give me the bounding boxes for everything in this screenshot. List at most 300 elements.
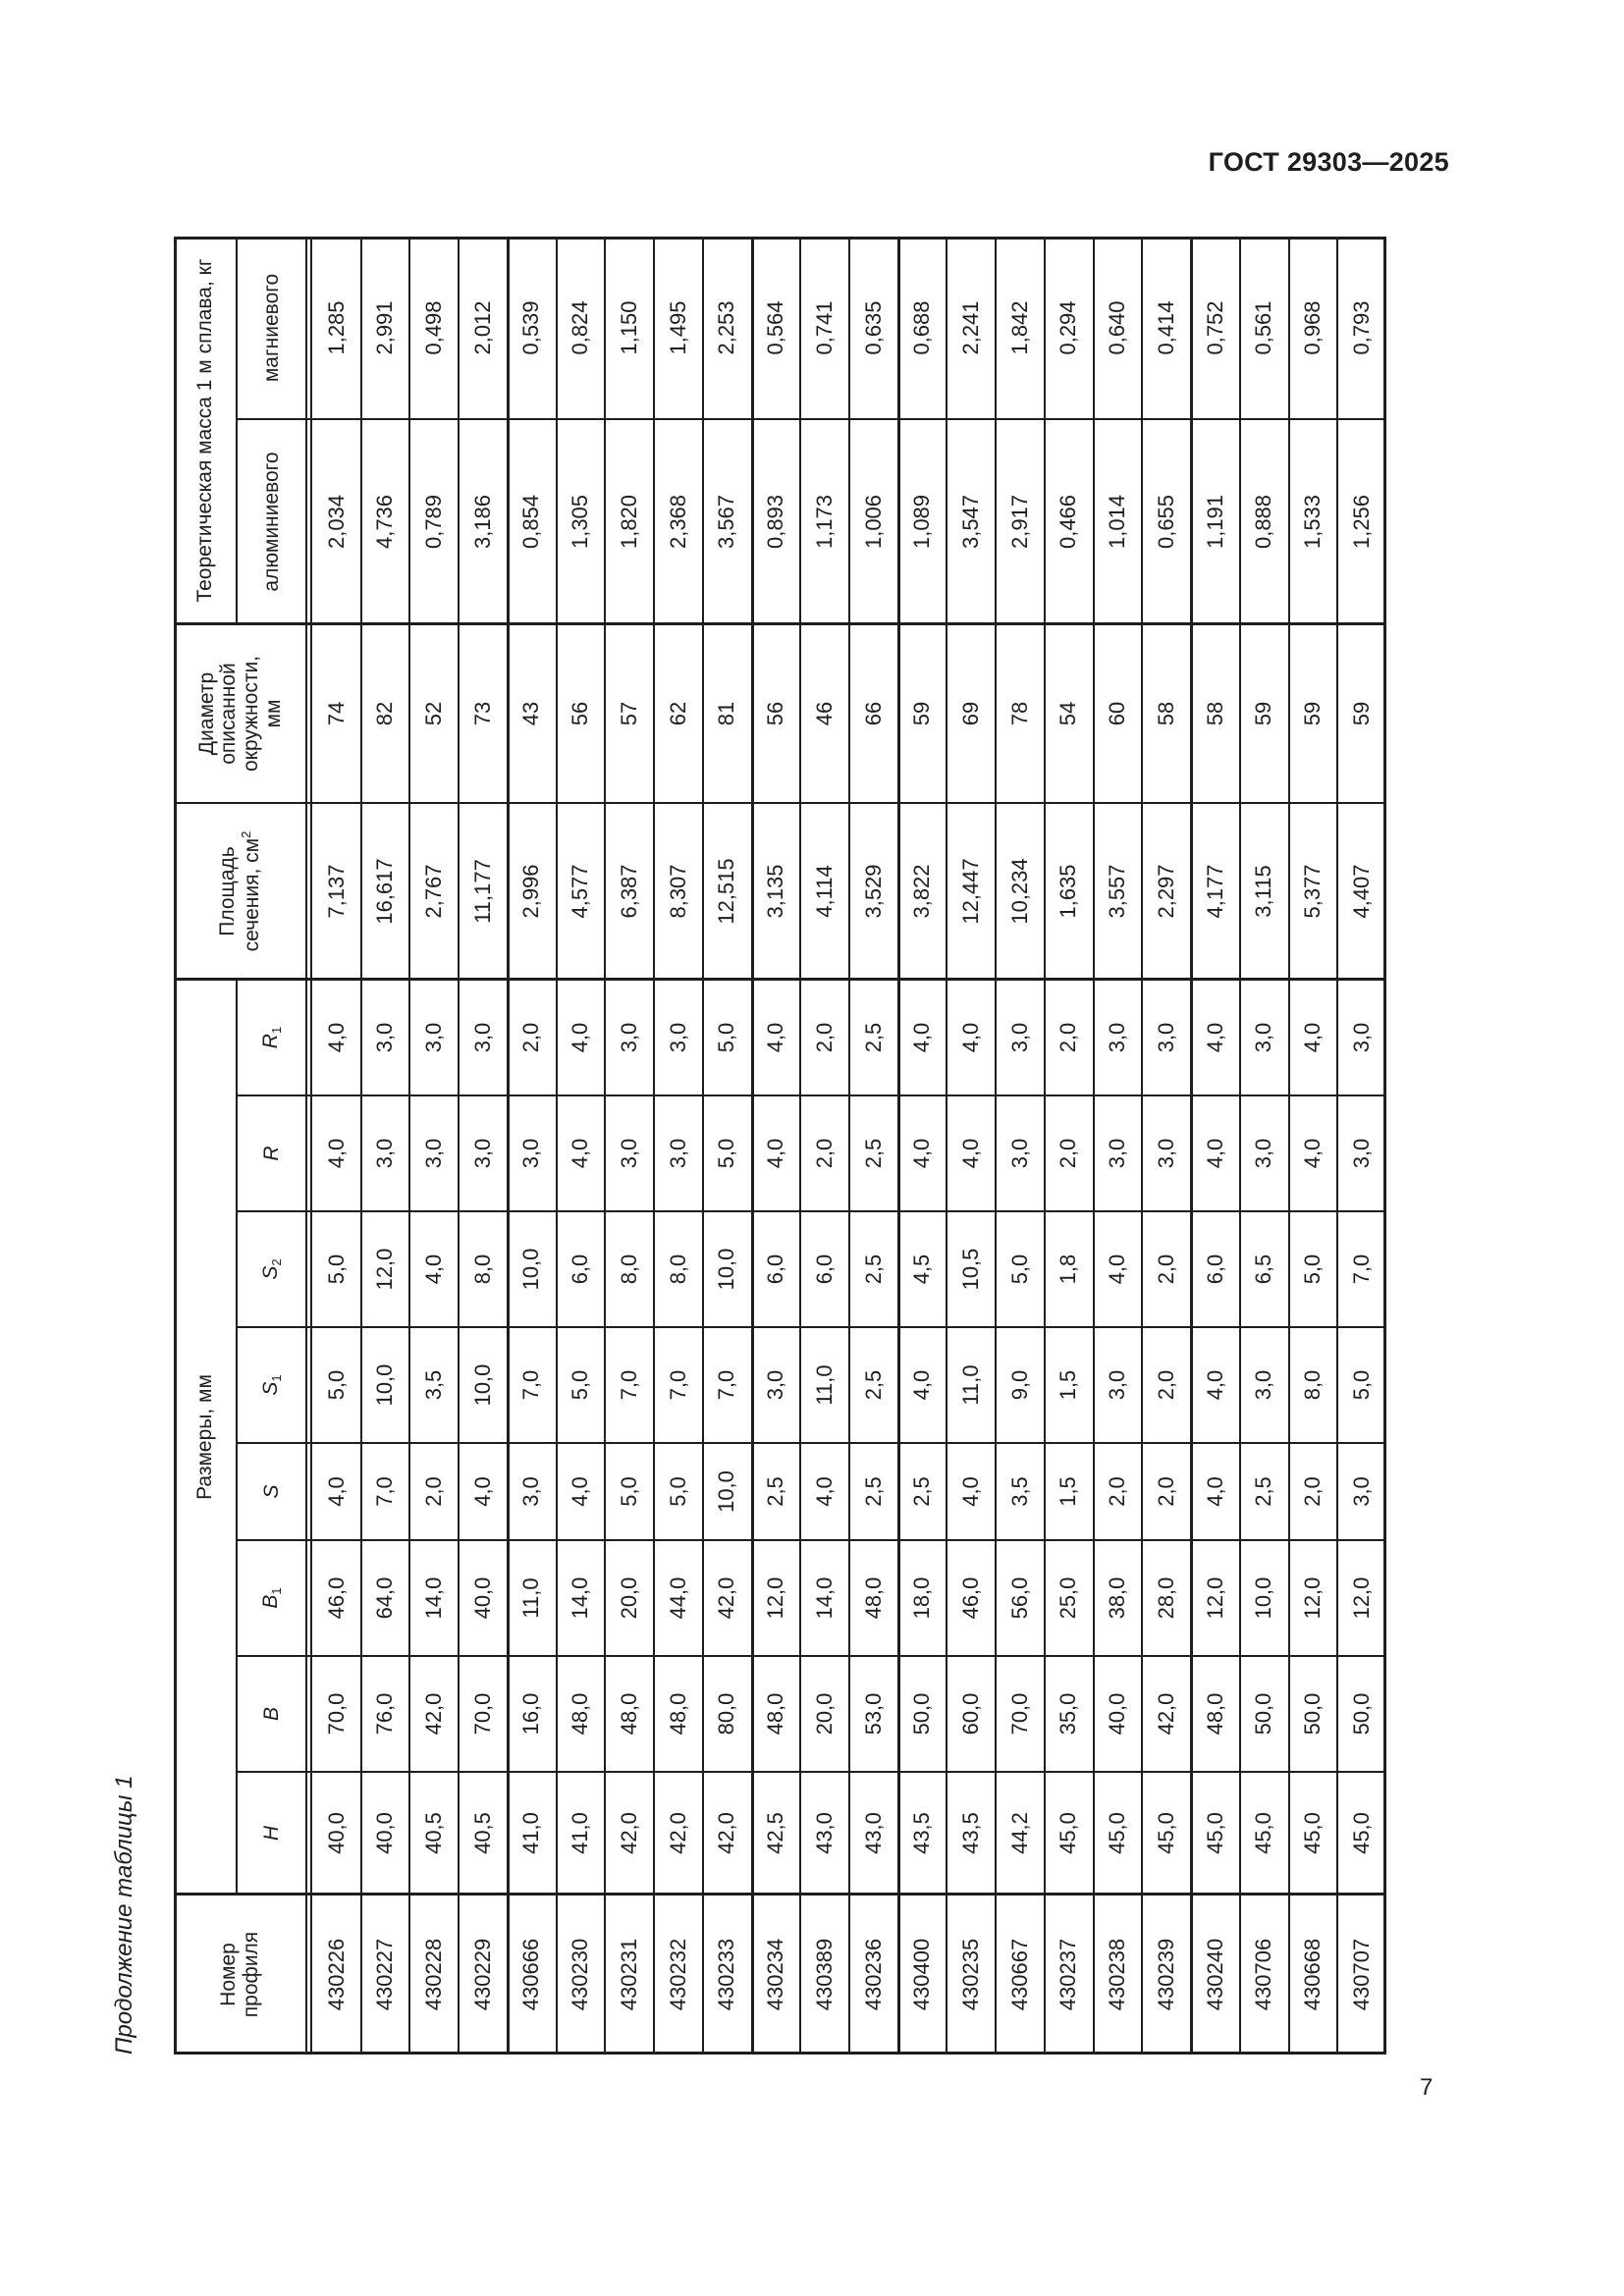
cell-B: 48,0: [763, 1692, 788, 1735]
cell-profile: 430226: [323, 1938, 349, 2011]
cell-B: 53,0: [860, 1692, 886, 1735]
header-area-text: Площадь сечения, см: [216, 837, 263, 952]
cell-mass_mg: 0,498: [421, 300, 446, 355]
cell-mass_mg: 1,285: [323, 300, 349, 355]
header-mass-group: [174, 237, 237, 624]
header-magnesium-text: магниевого: [259, 273, 283, 383]
cell-R1: 4,0: [958, 1022, 983, 1053]
cell-R: 4,0: [909, 1138, 935, 1169]
cell-R1: 3,0: [1105, 1022, 1130, 1053]
cell-R1: 4,0: [1202, 1022, 1227, 1053]
cell-R: 3,0: [469, 1138, 495, 1169]
cell-R1: 2,0: [811, 1022, 837, 1053]
cell-S1: 3,0: [1105, 1369, 1130, 1401]
cell-mass_mg: 1,150: [616, 300, 641, 355]
grid-line: [360, 237, 362, 2055]
cell-B: 48,0: [665, 1692, 690, 1735]
cell-diameter: 78: [1006, 701, 1032, 726]
header-B1-text: B: [258, 1594, 282, 1609]
header-area: [174, 803, 307, 980]
cell-mass_mg: 0,824: [568, 300, 593, 355]
header-diameter-text: Диаметр описанной окружности, мм: [194, 655, 285, 773]
cell-R1: 3,0: [372, 1022, 398, 1053]
cell-B1: 48,0: [860, 1576, 886, 1620]
cell-B: 50,0: [909, 1692, 935, 1735]
cell-B1: 18,0: [909, 1576, 935, 1620]
cell-S: 2,0: [1300, 1476, 1326, 1507]
cell-R1: 2,5: [860, 1022, 886, 1053]
cell-S2: 10,0: [714, 1248, 739, 1291]
header-H: [237, 1772, 307, 1895]
cell-H: 40,0: [323, 1812, 349, 1854]
cell-profile: 430240: [1202, 1938, 1227, 2011]
grid-line: [604, 237, 606, 2055]
header-diameter: [174, 624, 307, 803]
cell-mass_al: 1,173: [811, 494, 837, 550]
cell-area: 3,529: [860, 864, 886, 919]
cell-mass_al: 0,466: [1056, 494, 1081, 550]
cell-area: 4,407: [1348, 864, 1374, 919]
cell-R: 3,0: [1105, 1138, 1130, 1169]
cell-diameter: 56: [763, 701, 788, 726]
cell-area: 4,114: [811, 865, 837, 918]
grid-line: [507, 237, 510, 2055]
header-S-text: S: [259, 1484, 283, 1499]
header-B-text: B: [259, 1707, 283, 1722]
cell-area: 6,387: [616, 864, 641, 919]
cell-mass_mg: 0,688: [909, 300, 935, 355]
grid-line: [174, 622, 1386, 625]
cell-mass_mg: 2,241: [958, 300, 983, 355]
cell-mass_mg: 0,640: [1105, 300, 1130, 355]
cell-S1: 7,0: [665, 1369, 690, 1401]
cell-profile: 430230: [568, 1938, 593, 2011]
cell-S: 4,0: [469, 1476, 495, 1507]
grid-line: [174, 2052, 1386, 2055]
cell-S: 1,5: [1056, 1476, 1081, 1507]
cell-H: 40,0: [372, 1812, 398, 1854]
cell-S1: 8,0: [1300, 1369, 1326, 1401]
cell-area: 3,822: [909, 864, 935, 919]
cell-mass_al: 0,854: [518, 494, 544, 550]
cell-H: 40,5: [421, 1812, 446, 1854]
cell-R1: 4,0: [1300, 1022, 1326, 1053]
cell-S1: 11,0: [958, 1364, 983, 1406]
table-caption: Продолжение таблицы 1: [111, 1775, 137, 2055]
cell-S1: 4,0: [909, 1369, 935, 1401]
cell-mass_al: 3,547: [958, 494, 983, 550]
cell-R1: 3,0: [665, 1022, 690, 1053]
cell-S1: 5,0: [323, 1369, 349, 1401]
cell-S2: 6,0: [763, 1254, 788, 1285]
cell-R1: 4,0: [568, 1022, 593, 1053]
cell-mass_al: 1,305: [568, 494, 593, 550]
cell-S2: 12,0: [372, 1248, 398, 1291]
grid-line: [702, 237, 704, 2055]
cell-S: 5,0: [616, 1476, 641, 1507]
cell-R1: 3,0: [616, 1022, 641, 1053]
header-profile-number-text: Номер профиля: [217, 1931, 262, 2018]
cell-mass_al: 1,256: [1348, 494, 1374, 550]
grid-line: [174, 802, 1386, 804]
cell-mass_al: 2,368: [665, 494, 690, 550]
cell-profile: 430706: [1251, 1938, 1276, 2011]
cell-diameter: 59: [1300, 701, 1326, 726]
header-R-text: R: [259, 1146, 283, 1161]
grid-line: [174, 978, 1386, 981]
cell-B1: 14,0: [421, 1576, 446, 1620]
cell-mass_mg: 1,495: [665, 300, 690, 355]
cell-B1: 20,0: [616, 1576, 641, 1620]
cell-S2: 8,0: [616, 1254, 641, 1285]
cell-profile: 430236: [860, 1938, 886, 2011]
cell-S2: 4,0: [421, 1254, 446, 1285]
cell-S1: 2,0: [1153, 1369, 1178, 1401]
cell-B1: 44,0: [665, 1576, 690, 1620]
cell-mass_al: 1,014: [1105, 494, 1130, 550]
cell-H: 45,0: [1056, 1812, 1081, 1854]
header-S: [237, 1443, 307, 1540]
cell-S: 2,5: [1251, 1476, 1276, 1507]
cell-mass_al: 0,655: [1153, 494, 1178, 550]
cell-mass_al: 1,006: [860, 494, 886, 550]
cell-S2: 2,5: [860, 1254, 886, 1285]
grid-line: [556, 237, 558, 2055]
cell-R1: 5,0: [714, 1022, 739, 1053]
cell-profile: 430666: [518, 1938, 544, 2011]
cell-B: 76,0: [372, 1692, 398, 1735]
cell-mass_mg: 0,414: [1153, 300, 1178, 355]
cell-mass_mg: 0,635: [860, 300, 886, 355]
cell-S1: 2,5: [860, 1369, 886, 1401]
cell-profile: 430389: [811, 1938, 837, 2011]
cell-area: 16,617: [372, 858, 398, 925]
grid-line: [1044, 237, 1046, 2055]
cell-diameter: 82: [372, 701, 398, 726]
cell-area: 10,234: [1006, 858, 1032, 925]
cell-H: 43,0: [860, 1812, 886, 1854]
cell-B: 42,0: [1153, 1692, 1178, 1735]
cell-profile: 430707: [1348, 1938, 1374, 2011]
cell-S2: 8,0: [665, 1254, 690, 1285]
cell-area: 11,177: [469, 859, 495, 924]
cell-S: 2,5: [860, 1476, 886, 1507]
cell-mass_mg: 0,741: [811, 300, 837, 355]
cell-S2: 1,8: [1056, 1254, 1081, 1285]
cell-S2: 6,0: [1202, 1254, 1227, 1285]
cell-S2: 6,5: [1251, 1254, 1276, 1285]
cell-mass_mg: 2,253: [714, 300, 739, 355]
cell-R1: 3,0: [469, 1022, 495, 1053]
grid-line: [174, 237, 1386, 240]
cell-S: 2,0: [1105, 1476, 1130, 1507]
cell-S1: 9,0: [1006, 1369, 1032, 1401]
cell-R1: 3,0: [1251, 1022, 1276, 1053]
standard-code: ГОСТ 29303—2025: [1208, 147, 1449, 177]
header-dimensions-group: [174, 980, 237, 1895]
cell-area: 1,635: [1056, 864, 1081, 919]
grid-line: [1093, 237, 1095, 2055]
cell-H: 42,5: [763, 1812, 788, 1854]
header-R1-sub: 1: [268, 1026, 284, 1035]
cell-R: 3,0: [1153, 1138, 1178, 1169]
cell-S2: 10,5: [958, 1248, 983, 1291]
grid-line: [897, 237, 900, 2055]
cell-mass_al: 1,089: [909, 494, 935, 550]
cell-S: 4,0: [811, 1476, 837, 1507]
cell-B: 48,0: [616, 1692, 641, 1735]
cell-R: 3,0: [1006, 1138, 1032, 1169]
header-R1-text: R: [258, 1034, 282, 1049]
cell-H: 44,2: [1006, 1812, 1032, 1854]
cell-R: 4,0: [323, 1138, 349, 1169]
cell-B1: 11,0: [518, 1577, 544, 1619]
cell-mass_al: 0,888: [1251, 494, 1276, 550]
cell-R: 2,0: [1056, 1138, 1081, 1169]
grid-line: [1239, 237, 1241, 2055]
cell-H: 45,0: [1251, 1812, 1276, 1854]
cell-S: 4,0: [568, 1476, 593, 1507]
header-S2: [237, 1211, 307, 1327]
cell-area: 3,557: [1105, 864, 1130, 919]
grid-line: [1141, 237, 1143, 2055]
cell-diameter: 73: [469, 701, 495, 726]
cell-area: 2,996: [518, 864, 544, 919]
cell-B1: 42,0: [714, 1576, 739, 1620]
grid-line: [305, 237, 307, 2055]
cell-S1: 4,0: [1202, 1369, 1227, 1401]
cell-R1: 3,0: [1153, 1022, 1178, 1053]
cell-profile: 430234: [763, 1938, 788, 2011]
cell-mass_al: 0,789: [421, 494, 446, 550]
cell-profile: 430239: [1153, 1938, 1178, 2011]
cell-area: 8,307: [665, 864, 690, 919]
cell-profile: 430233: [714, 1938, 739, 2011]
cell-mass_mg: 0,561: [1251, 300, 1276, 355]
cell-H: 42,0: [665, 1812, 690, 1854]
cell-R: 4,0: [763, 1138, 788, 1169]
cell-S1: 3,0: [1251, 1369, 1276, 1401]
cell-B1: 46,0: [958, 1576, 983, 1620]
cell-S: 4,0: [958, 1476, 983, 1507]
cell-B1: 10,0: [1251, 1576, 1276, 1620]
cell-R: 3,0: [1348, 1138, 1374, 1169]
cell-R: 3,0: [421, 1138, 446, 1169]
cell-S1: 7,0: [616, 1369, 641, 1401]
cell-area: 2,297: [1153, 864, 1178, 919]
cell-S1: 7,0: [714, 1369, 739, 1401]
cell-S2: 6,0: [568, 1254, 593, 1285]
cell-diameter: 56: [568, 701, 593, 726]
header-aluminium-text: алюминиевого: [259, 452, 283, 592]
cell-area: 3,115: [1251, 865, 1276, 918]
cell-B1: 12,0: [1348, 1576, 1374, 1620]
cell-B: 50,0: [1300, 1692, 1326, 1735]
cell-mass_al: 1,820: [616, 494, 641, 550]
cell-R1: 2,0: [1056, 1022, 1081, 1053]
cell-S: 4,0: [1202, 1476, 1227, 1507]
cell-H: 41,0: [568, 1812, 593, 1854]
cell-mass_al: 3,567: [714, 494, 739, 550]
header-R1: [237, 980, 307, 1095]
header-area-sup: 2: [239, 830, 253, 838]
cell-mass_al: 0,893: [763, 494, 788, 550]
cell-S: 2,5: [763, 1476, 788, 1507]
cell-H: 43,0: [811, 1812, 837, 1854]
cell-B: 50,0: [1348, 1692, 1374, 1735]
cell-H: 43,5: [958, 1812, 983, 1854]
grid-line: [310, 237, 312, 2055]
cell-S1: 3,5: [421, 1369, 446, 1401]
cell-B1: 64,0: [372, 1576, 398, 1620]
cell-R1: 4,0: [909, 1022, 935, 1053]
cell-R: 2,0: [811, 1138, 837, 1169]
cell-diameter: 59: [1348, 701, 1374, 726]
header-S1-sub: 1: [268, 1374, 284, 1382]
cell-S: 2,0: [421, 1476, 446, 1507]
cell-B: 70,0: [1006, 1692, 1032, 1735]
cell-B: 48,0: [568, 1692, 593, 1735]
cell-diameter: 46: [811, 701, 837, 726]
cell-S2: 5,0: [323, 1254, 349, 1285]
cell-S: 3,0: [1348, 1476, 1374, 1507]
cell-S: 2,5: [909, 1476, 935, 1507]
header-B1-sub: 1: [268, 1587, 284, 1595]
header-S1-text: S: [258, 1381, 282, 1396]
grid-line: [946, 237, 947, 2055]
cell-mass_mg: 0,752: [1202, 300, 1227, 355]
cell-R1: 3,0: [421, 1022, 446, 1053]
cell-B: 70,0: [469, 1692, 495, 1735]
cell-area: 3,135: [763, 864, 788, 919]
cell-R1: 2,0: [518, 1022, 544, 1053]
grid-line: [751, 237, 754, 2055]
page-number: 7: [1420, 2074, 1434, 2101]
cell-H: 45,0: [1153, 1812, 1178, 1854]
cell-B1: 28,0: [1153, 1576, 1178, 1620]
cell-S: 5,0: [665, 1476, 690, 1507]
cell-profile: 430400: [909, 1938, 935, 2011]
cell-diameter: 74: [323, 701, 349, 726]
cell-profile: 430235: [958, 1938, 983, 2011]
cell-R: 3,0: [372, 1138, 398, 1169]
cell-profile: 430237: [1056, 1938, 1081, 2011]
cell-mass_al: 1,533: [1300, 494, 1326, 550]
header-dimensions-text: Размеры, мм: [192, 1374, 216, 1500]
header-aluminium: [237, 419, 307, 624]
cell-S2: 8,0: [469, 1254, 495, 1285]
cell-S2: 5,0: [1300, 1254, 1326, 1285]
profiles-table: [174, 237, 1386, 2055]
cell-S2: 2,0: [1153, 1254, 1178, 1285]
cell-diameter: 52: [421, 701, 446, 726]
cell-diameter: 59: [909, 701, 935, 726]
cell-S1: 11,0: [811, 1364, 837, 1406]
cell-B1: 40,0: [469, 1576, 495, 1620]
cell-H: 45,0: [1348, 1812, 1374, 1854]
cell-H: 43,5: [909, 1812, 935, 1854]
grid-line: [236, 237, 238, 624]
cell-S: 3,5: [1006, 1476, 1032, 1507]
cell-S1: 7,0: [518, 1369, 544, 1401]
cell-S1: 3,0: [763, 1369, 788, 1401]
cell-mass_al: 4,736: [372, 494, 398, 550]
cell-area: 12,447: [958, 858, 983, 925]
cell-S: 7,0: [372, 1476, 398, 1507]
cell-R: 2,5: [860, 1138, 886, 1169]
header-B: [237, 1656, 307, 1772]
cell-B: 48,0: [1202, 1692, 1227, 1735]
cell-R: 3,0: [1251, 1138, 1276, 1169]
cell-S: 3,0: [518, 1476, 544, 1507]
grid-line: [174, 1893, 1386, 1896]
cell-mass_mg: 0,564: [763, 300, 788, 355]
cell-B: 80,0: [714, 1692, 739, 1735]
cell-S2: 5,0: [1006, 1254, 1032, 1285]
cell-mass_al: 2,034: [323, 494, 349, 550]
cell-H: 41,0: [518, 1812, 544, 1854]
cell-B: 20,0: [811, 1692, 837, 1735]
cell-S1: 1,5: [1056, 1369, 1081, 1401]
cell-B: 70,0: [323, 1692, 349, 1735]
grid-line: [1190, 237, 1193, 2055]
grid-line: [458, 237, 460, 2055]
cell-R1: 4,0: [323, 1022, 349, 1053]
cell-diameter: 69: [958, 701, 983, 726]
grid-line: [236, 980, 238, 1895]
cell-area: 4,177: [1202, 864, 1227, 919]
cell-B: 50,0: [1251, 1692, 1276, 1735]
cell-B: 42,0: [421, 1692, 446, 1735]
cell-S1: 5,0: [568, 1369, 593, 1401]
cell-area: 12,515: [714, 858, 739, 925]
cell-diameter: 58: [1153, 701, 1178, 726]
cell-R: 5,0: [714, 1138, 739, 1169]
cell-S1: 5,0: [1348, 1369, 1374, 1401]
cell-profile: 430227: [372, 1938, 398, 2011]
header-R: [237, 1095, 307, 1211]
cell-profile: 430229: [469, 1938, 495, 2011]
cell-area: 7,137: [323, 864, 349, 919]
header-S2-sub: 2: [268, 1258, 284, 1266]
cell-diameter: 54: [1056, 701, 1081, 726]
cell-S2: 6,0: [811, 1254, 837, 1285]
grid-line: [1288, 237, 1290, 2055]
cell-B1: 12,0: [1300, 1576, 1326, 1620]
cell-profile: 430231: [616, 1938, 641, 2011]
cell-R: 4,0: [568, 1138, 593, 1169]
cell-diameter: 60: [1105, 701, 1130, 726]
cell-mass_mg: 0,968: [1300, 300, 1326, 355]
cell-B1: 14,0: [568, 1576, 593, 1620]
cell-R: 4,0: [958, 1138, 983, 1169]
grid-line: [995, 237, 997, 2055]
cell-R: 4,0: [1300, 1138, 1326, 1169]
cell-S2: 4,0: [1105, 1254, 1130, 1285]
cell-S1: 10,0: [469, 1363, 495, 1407]
cell-B1: 12,0: [1202, 1576, 1227, 1620]
grid-line: [1383, 237, 1386, 2055]
cell-diameter: 43: [518, 701, 544, 726]
cell-B1: 46,0: [323, 1576, 349, 1620]
cell-diameter: 81: [714, 701, 739, 726]
cell-B1: 38,0: [1105, 1576, 1130, 1620]
cell-R: 3,0: [518, 1138, 544, 1169]
cell-H: 45,0: [1300, 1812, 1326, 1854]
cell-H: 40,5: [469, 1812, 495, 1854]
cell-diameter: 62: [665, 701, 690, 726]
cell-mass_mg: 0,793: [1348, 300, 1374, 355]
